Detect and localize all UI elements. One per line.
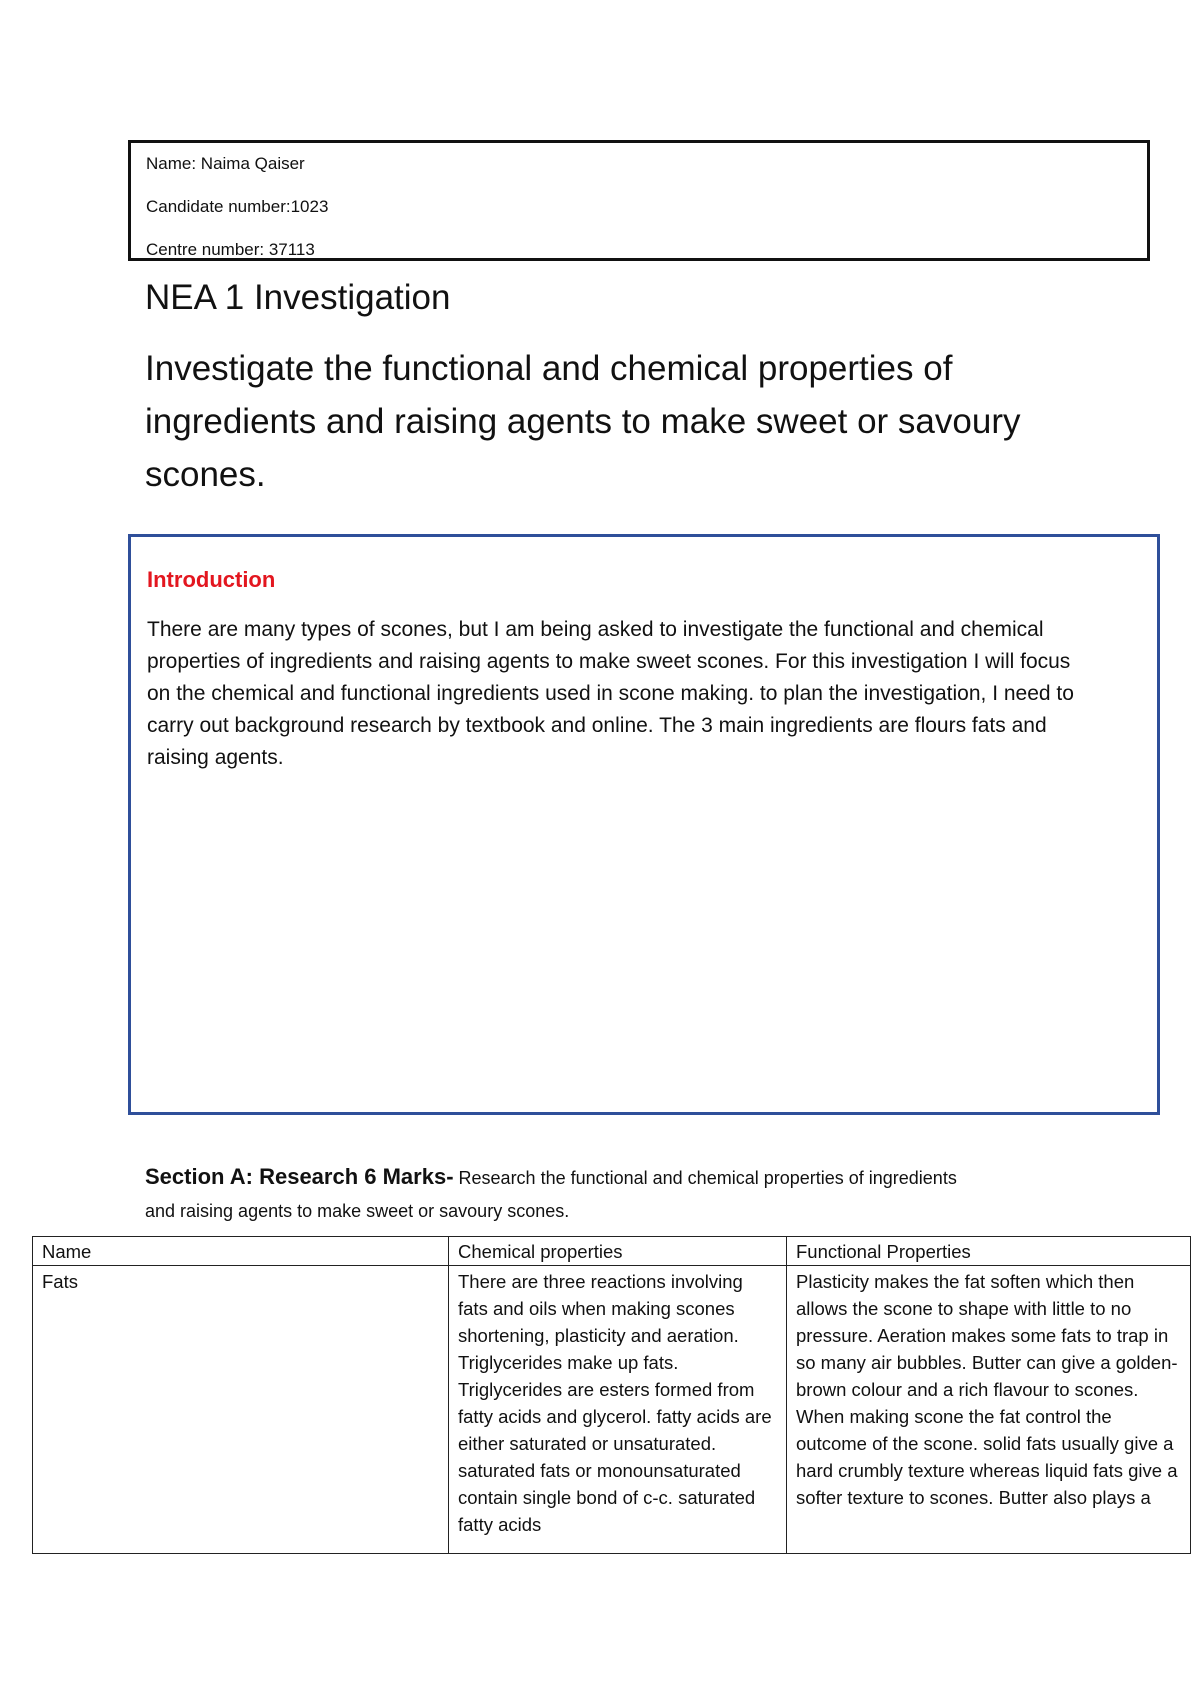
section-a-title: Section A: Research 6 Marks- xyxy=(145,1164,454,1189)
cell-chemical-properties: There are three reactions involving fats and oils when making scones shortening, plasticity and aeration. Triglycerides make up fats. Triglycerides are esters formed from fatty acids and glycerol. fatty acids are either saturated or unsaturated. saturated fats or monounsaturated contain single bond of c-c. saturated fatty acids xyxy=(449,1266,787,1554)
table-row xyxy=(33,1266,1191,1554)
header-chemical-properties: Chemical properties xyxy=(449,1237,787,1266)
properties-table xyxy=(32,1236,1191,1554)
header-functional-properties: Functional Properties xyxy=(787,1237,1191,1266)
section-a-description: Research the functional and chemical properties of ingredients and raising agents to make sweet or savoury scones. xyxy=(145,1168,957,1221)
investigation-task: Investigate the functional and chemical properties of ingredients and raising agents to make sweet or savoury scones. xyxy=(145,349,1021,494)
introduction-body: There are many types of scones, but I am being asked to investigate the functional and chemical properties of ingredients and raising agents to make sweet scones. For this investigation I will focus on the chemical and functional ingredients used in scone making. to plan the investigation, I need to carry out background research by textbook and online. The 3 main ingredients are flours fats and raising agents. xyxy=(147,618,1074,769)
introduction-title: Introduction xyxy=(147,567,276,592)
cell-functional-properties: Plasticity makes the fat soften which then allows the scone to shape with little to no pressure. Aeration makes some fats to trap in so many air bubbles. Butter can give a golden-brown colour and a rich flavour to scones. When making scone the fat control the outcome of the scone. solid fats usually give a hard crumbly texture whereas liquid fats give a softer texture to scones. Butter also plays a xyxy=(787,1266,1191,1554)
centre-number: Centre number: 37113 xyxy=(146,240,315,259)
section-a-heading xyxy=(145,1160,975,1228)
table-header-row xyxy=(33,1237,1191,1266)
candidate-name: Name: Naima Qaiser xyxy=(146,154,305,173)
candidate-details-box xyxy=(128,140,1150,261)
page-title: NEA 1 Investigation xyxy=(145,278,451,317)
header-name: Name xyxy=(33,1237,449,1266)
cell-ingredient-name: Fats xyxy=(33,1266,449,1554)
introduction-box xyxy=(128,534,1160,1115)
candidate-number: Candidate number:1023 xyxy=(146,197,329,216)
